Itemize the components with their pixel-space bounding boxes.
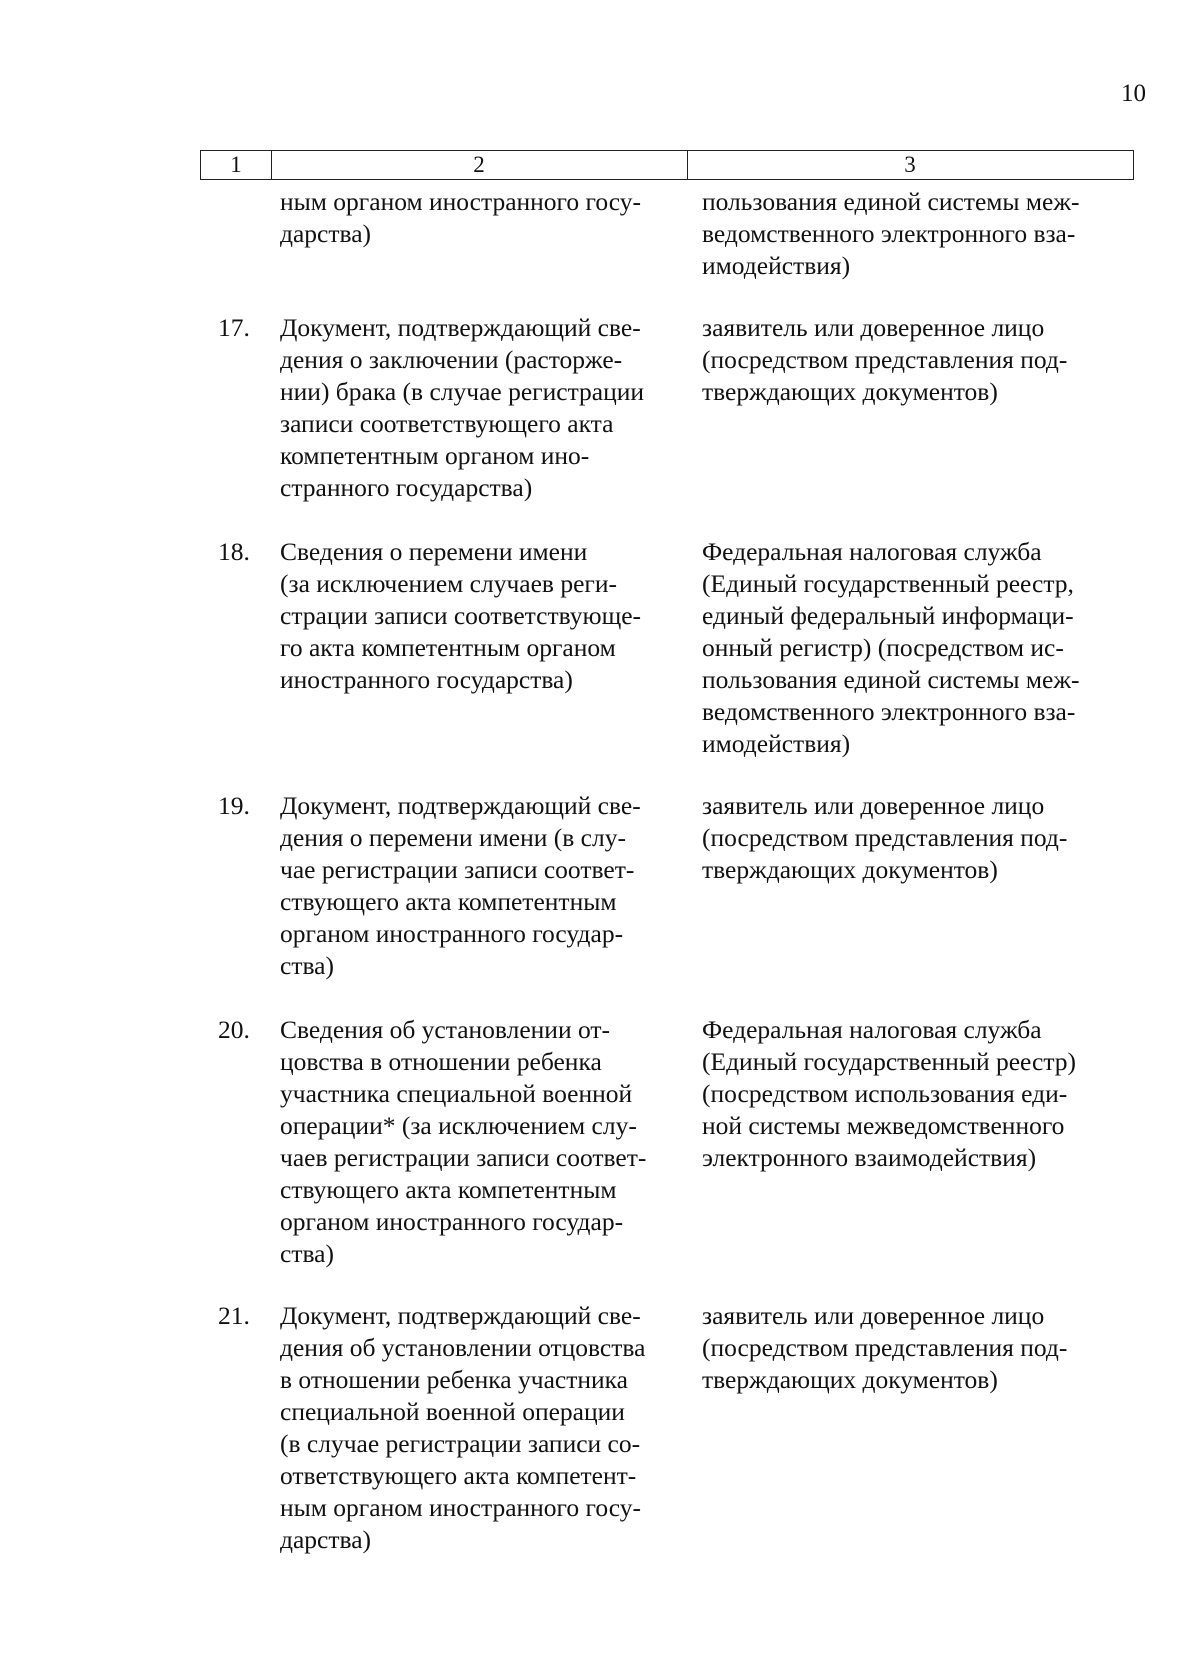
table-row <box>200 312 1140 536</box>
table-row <box>200 186 1140 312</box>
document-source: заявитель или доверенное лицо (посредством представления под- тверждающих документов) <box>702 313 1068 406</box>
table-row <box>200 1300 1140 1560</box>
table-row <box>200 1014 1140 1300</box>
document-description: Документ, подтверждающий све- дения о перемени имени (в слу- чае регистрации записи соответ- ствующего акта компетентным органом иностранного государ- ства) <box>280 791 641 980</box>
header-col-3: 3 <box>904 152 916 177</box>
document-source: заявитель или доверенное лицо (посредством представления под- тверждающих документов) <box>702 791 1068 884</box>
row-number: 20. <box>218 1015 250 1044</box>
document-description: ным органом иностранного госу- дарства) <box>280 187 641 248</box>
document-source: пользования единой системы меж- ведомственного электронного вза- имодействия) <box>702 187 1080 280</box>
table-body <box>200 186 1140 1560</box>
document-source: Федеральная налоговая служба (Единый государственный реестр) (посредством использования еди- ной системы межведомственного электронного взаимодействия) <box>702 1015 1077 1172</box>
document-description: Сведения о перемени имени (за исключением случаев реги- страции записи соответствующе- го акта компетентным органом иностранного государства) <box>280 537 642 694</box>
document-source: Федеральная налоговая служба (Единый государственный реестр, единый федеральный информаци- онный регистр) (посредством ис- пользования единой системы меж- ведомственного электронного вза- имодействия) <box>702 537 1080 758</box>
row-number: 21. <box>218 1301 250 1330</box>
header-col-1: 1 <box>201 151 272 179</box>
table-row <box>200 536 1140 790</box>
document-source: заявитель или доверенное лицо (посредством представления под- тверждающих документов) <box>702 1301 1068 1394</box>
table-header <box>200 150 1134 180</box>
row-number: 18. <box>218 537 250 566</box>
row-number: 17. <box>218 313 250 342</box>
row-number: 19. <box>218 791 250 820</box>
header-col-2: 2 <box>271 151 688 179</box>
table-row <box>200 790 1140 1014</box>
page-number: 10 <box>1121 80 1146 107</box>
document-description: Документ, подтверждающий све- дения о заключении (расторже- нии) брака (в случае регистрации записи соответствующего акта компетентным органом ино- странного государства) <box>280 313 645 502</box>
document-description: Сведения об установлении от- цовства в отношении ребенка участника специальной военной операции* (за исключением слу- чаев регистрации записи соответ- ствующего акта компетентным органом иностранного государ- ства) <box>280 1015 647 1268</box>
document-description: Документ, подтверждающий све- дения об установлении отцовства в отношении ребенка участника специальной военной операции (в случае регистрации записи со- ответствующего акта компетент- ным органом иностранного госу- дарства) <box>280 1301 646 1554</box>
